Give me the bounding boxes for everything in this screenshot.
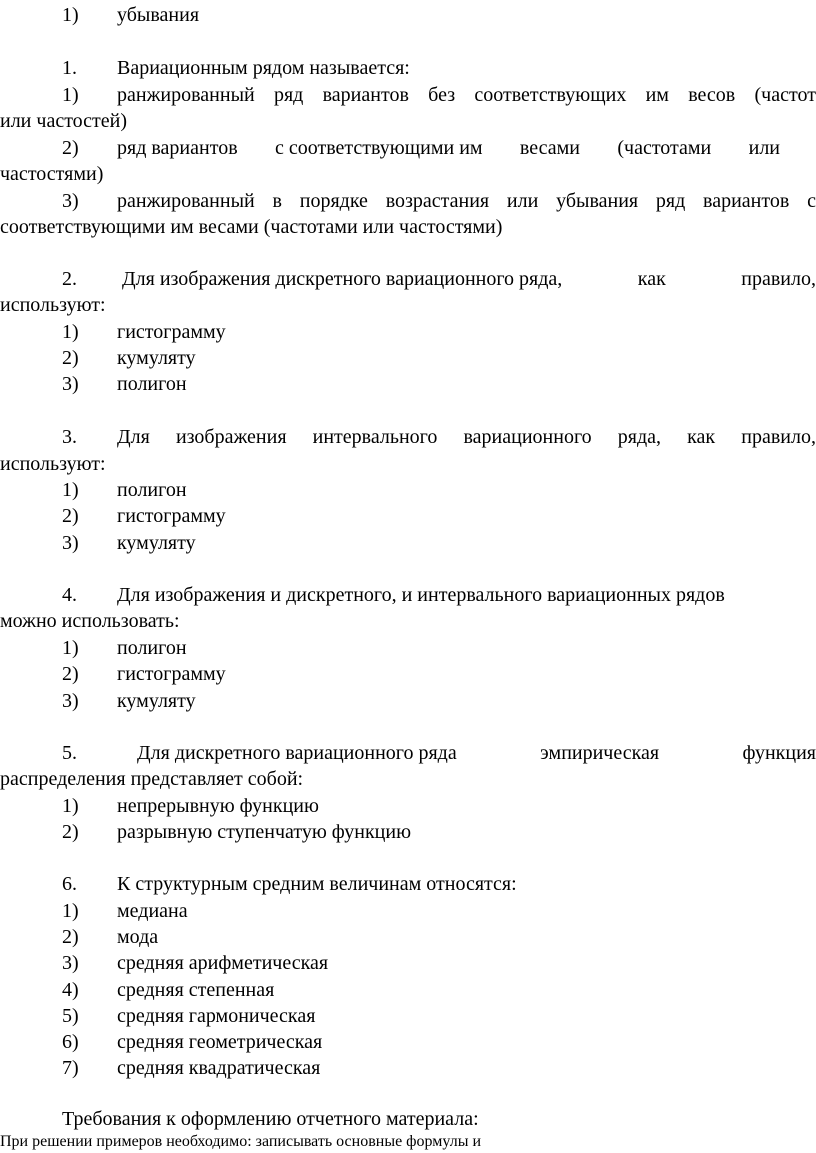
option-text: ранжированный в порядке возрастания или убывания ряд вариантов с [117,190,816,212]
answer-option: 3) кумуляту [62,532,196,554]
option-continuation: или частостей) [0,110,128,132]
answer-option: 2) кумуляту [62,347,196,369]
question-number: 5. [62,742,77,764]
question-text: К структурным средним величинам относятся: [117,873,517,895]
option-number: 2) [62,137,79,159]
answer-option: 2) разрывную ступенчатую функцию [62,821,412,843]
answer-option: 1) полигон [62,479,187,501]
option-text: ряд вариантов с соответствующими им весами (частотами или [117,137,780,159]
option-number: 1) [62,4,79,26]
option-text: убывания [117,4,200,26]
question-number: 1. [62,57,77,79]
question-text: Для изображения и дискретного, и интервального вариационных рядов [117,584,725,606]
question-continuation: распределения представляет собой: [0,768,304,790]
question-text: Для изображения дискретного вариационного ряда, как правило, [122,268,816,290]
option-continuation: соответствующими им весами (частотами или частостями) [0,216,503,238]
answer-option: 5) средняя гармоническая [62,1005,316,1027]
question-number: 3. [62,426,77,448]
answer-option: 1) непрерывную функцию [62,795,319,817]
answer-option: 3) средняя арифметическая [62,952,329,974]
question-text: Для изображения интервального вариационного ряда, как правило, [117,426,816,448]
question-2 [0,266,816,292]
question-text: Вариационным рядом называется: [117,57,410,79]
option-continuation: частостями) [0,163,104,185]
question-1 [0,55,816,81]
footer-text: При решении примеров необходимо: записывать основные формулы и [0,1133,482,1150]
question-number: 2. [62,268,77,290]
question-number: 6. [62,873,77,895]
answer-option: 3) кумуляту [62,690,196,712]
requirements-heading: Требования к оформлению отчетного материала: [62,1108,479,1130]
question-6 [0,871,816,897]
answer-option: 2) мода [62,926,159,948]
answer-option: 2) гистограмму [62,663,226,685]
option-number: 3) [62,190,79,212]
answer-option [0,2,816,28]
answer-option: 1) медиана [62,900,188,922]
answer-option [0,188,816,214]
question-continuation: используют: [0,294,106,316]
question-continuation: можно использовать: [0,610,180,632]
option-number: 1) [62,84,79,106]
answer-option: 2) гистограмму [62,505,226,527]
question-5 [0,740,816,766]
question-continuation: используют: [0,453,106,475]
answer-option: 7) средняя квадратическая [62,1057,321,1079]
answer-option [0,82,816,108]
answer-option: 1) гистограмму [62,321,226,343]
answer-option: 1) полигон [62,637,187,659]
answer-option: 3) полигон [62,373,187,395]
option-text: ранжированный ряд вариантов без соответствующих им весов (частот [117,84,816,106]
answer-option: 4) средняя степенная [62,979,275,1001]
answer-option: 6) средняя геометрическая [62,1031,323,1053]
question-number: 4. [62,584,77,606]
question-text: Для дискретного вариационного ряда эмпирическая функция [137,742,816,764]
question-3 [0,424,816,450]
question-4 [0,582,816,608]
answer-option [0,135,816,161]
